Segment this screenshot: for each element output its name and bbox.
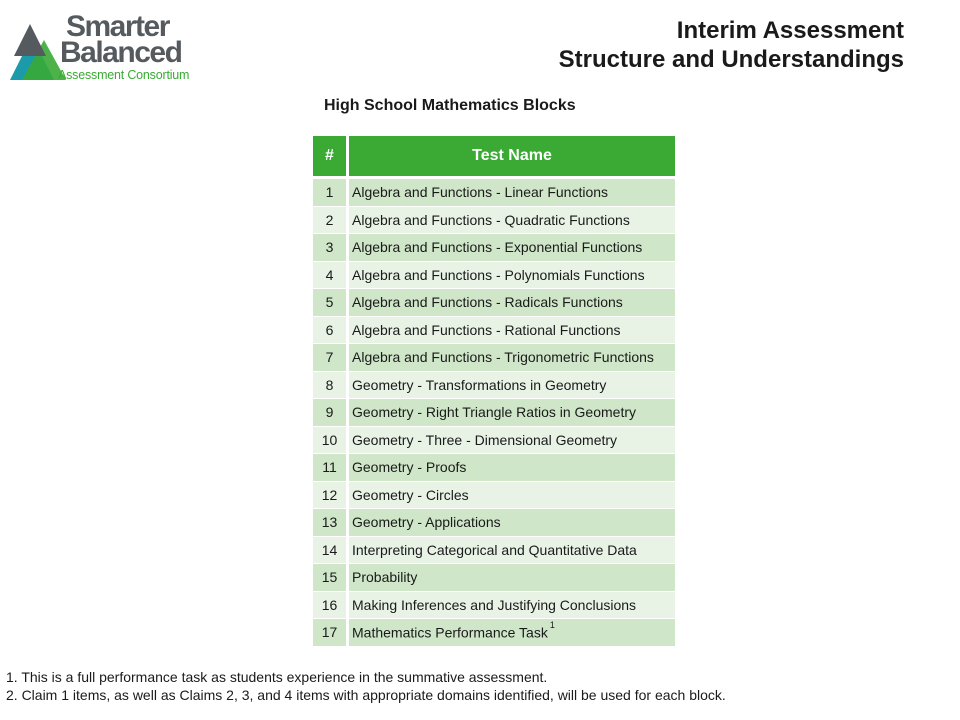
test-name-text: Algebra and Functions - Trigonometric Functions [352, 349, 654, 366]
test-name-text: Geometry - Transformations in Geometry [352, 376, 607, 393]
row-test-name [349, 207, 675, 235]
logo-line-2: Balanced [60, 36, 182, 69]
table-row [313, 289, 675, 317]
footnote-marker: 1 [549, 619, 555, 630]
row-test-name [349, 399, 675, 427]
test-name-text: Algebra and Functions - Rational Functions [352, 321, 621, 338]
smarter-balanced-logo [8, 12, 218, 84]
row-test-name [349, 289, 675, 317]
table-row [313, 234, 675, 262]
row-number: 6 [313, 317, 349, 345]
row-number: 13 [313, 509, 349, 537]
row-number: 4 [313, 262, 349, 290]
table-header-row [313, 136, 675, 179]
footnote-2: 2. Claim 1 items, as well as Claims 2, 3, and 4 items with appropriate domains identified, will be used for each block. [6, 687, 726, 703]
table-row [313, 619, 675, 647]
table-body [313, 179, 675, 647]
row-test-name [349, 482, 675, 510]
test-name-text: Mathematics Performance Task [352, 624, 548, 641]
table-row [313, 179, 675, 207]
section-title: High School Mathematics Blocks [324, 97, 576, 114]
table-row [313, 509, 675, 537]
table-row [313, 592, 675, 620]
table-row [313, 262, 675, 290]
table-row [313, 537, 675, 565]
row-number: 7 [313, 344, 349, 372]
test-name-text: Geometry - Proofs [352, 459, 467, 476]
row-test-name [349, 427, 675, 455]
row-test-name [349, 179, 675, 207]
footnote-1: 1. This is a full performance task as students experience in the summative assessment. [6, 669, 548, 685]
row-number: 11 [313, 454, 349, 482]
table-row [313, 482, 675, 510]
row-test-name [349, 564, 675, 592]
row-number: 16 [313, 592, 349, 620]
test-name-text: Geometry - Applications [352, 514, 501, 531]
page-title [559, 16, 904, 74]
test-name-text: Making Inferences and Justifying Conclusions [352, 596, 637, 613]
test-name-text: Geometry - Right Triangle Ratios in Geometry [352, 404, 636, 421]
table-row [313, 207, 675, 235]
row-number: 8 [313, 372, 349, 400]
title-line-2: Structure and Understandings [558, 46, 904, 73]
row-test-name [349, 592, 675, 620]
row-number: 14 [313, 537, 349, 565]
row-number: 1 [313, 179, 349, 207]
column-header-number: # [313, 136, 349, 179]
table-row [313, 372, 675, 400]
test-name-text: Algebra and Functions - Linear Functions [352, 184, 609, 201]
row-test-name [349, 317, 675, 345]
row-test-name [349, 537, 675, 565]
title-line-1: Interim Assessment [676, 17, 904, 44]
test-name-text: Algebra and Functions - Polynomials Functions [352, 266, 645, 283]
row-number: 2 [313, 207, 349, 235]
row-test-name [349, 234, 675, 262]
row-number: 9 [313, 399, 349, 427]
test-name-text: Algebra and Functions - Radicals Functions [352, 294, 623, 311]
test-name-text: Geometry - Circles [352, 486, 469, 503]
row-test-name [349, 509, 675, 537]
column-header-test-name: Test Name [349, 136, 675, 179]
row-test-name [349, 619, 675, 647]
test-name-text: Algebra and Functions - Exponential Functions [352, 239, 643, 256]
test-name-text: Geometry - Three - Dimensional Geometry [352, 431, 618, 448]
row-test-name [349, 454, 675, 482]
row-number: 12 [313, 482, 349, 510]
table-row [313, 344, 675, 372]
row-number: 10 [313, 427, 349, 455]
test-name-text: Interpreting Categorical and Quantitative Data [352, 541, 637, 558]
table-row [313, 454, 675, 482]
table-row [313, 317, 675, 345]
row-number: 15 [313, 564, 349, 592]
test-name-text: Probability [352, 569, 418, 586]
blocks-table [313, 136, 675, 647]
table-row [313, 427, 675, 455]
test-name-text: Algebra and Functions - Quadratic Functions [352, 211, 630, 228]
row-number: 3 [313, 234, 349, 262]
row-number: 17 [313, 619, 349, 647]
row-test-name [349, 372, 675, 400]
logo-line-1: Smarter [66, 10, 169, 43]
table-row [313, 399, 675, 427]
table-row [313, 564, 675, 592]
row-test-name [349, 262, 675, 290]
footnotes [6, 668, 726, 704]
row-number: 5 [313, 289, 349, 317]
row-test-name [349, 344, 675, 372]
logo-subtitle: Assessment Consortium [58, 68, 190, 82]
